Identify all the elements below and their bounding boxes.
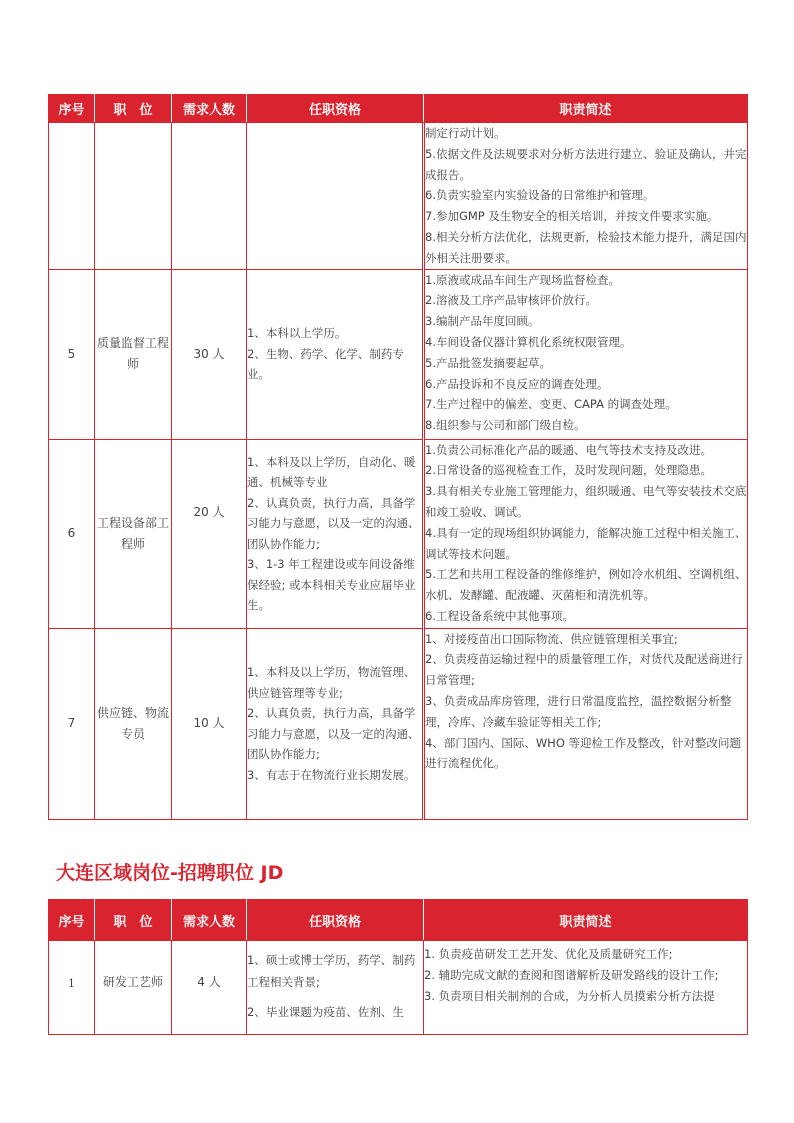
duty-line: 2.日常设备的巡视检查工作，及时发现问题，处理隐患。 — [425, 463, 712, 478]
row-position: 研发工艺师 — [95, 941, 172, 1035]
row-no: 1 — [49, 941, 95, 1035]
section-title: 大连区域岗位-招聘职位 JD — [56, 862, 284, 884]
row-duties — [424, 439, 748, 628]
row-position: 供应链、物流专员 — [95, 628, 172, 819]
row-qualification — [247, 628, 424, 819]
row-no — [49, 123, 95, 270]
job-table-2 — [48, 899, 748, 1035]
duty-line: 5.产品批签发摘要起草。 — [425, 355, 551, 370]
qual-line: 1、本科及以上学历，自动化、暖通、机械等专业 — [247, 454, 416, 490]
table-row — [49, 941, 748, 1035]
row-qualification — [247, 269, 424, 439]
row-duties — [424, 269, 748, 439]
row-no: 6 — [49, 439, 95, 628]
duty-line: 6.负责实验室内实验设备的日常维护和管理。 — [425, 188, 655, 203]
duty-line: 3.编制产品年度回顾。 — [425, 314, 540, 329]
qual-line: 1、本科及以上学历，物流管理、供应链管理等专业; — [247, 665, 416, 700]
duty-line: 1、对接疫苗出口国际物流、供应链管理相关事宜; — [425, 631, 678, 646]
row-count: 20 人 — [172, 439, 247, 628]
duty-line: 3.具有相关专业施工管理能力，组织暖通、电气等安装技术交底和竣工验收、调试。 — [425, 484, 747, 519]
duty-line: 3、负责成品库房管理，进行日常温度监控，温控数据分析整理，冷库、冷藏车验证等相关工作; — [425, 693, 732, 729]
row-duties — [424, 628, 748, 819]
duty-line: 4、部门国内、国际、WHO 等迎检工作及整改，针对整改问题进行流程优化。 — [425, 735, 742, 771]
header-qualification: 任职资格 — [247, 900, 424, 941]
row-count: 4 人 — [172, 941, 247, 1035]
row-position: 质量监督工程师 — [95, 269, 172, 439]
duty-line: 4.车间设备仪器计算机化系统权限管理。 — [425, 334, 632, 349]
header-duties: 职责简述 — [424, 900, 748, 941]
duty-line: 6.产品投诉和不良反应的调查处理。 — [425, 376, 609, 391]
qual-line: 2、认真负责，执行力高，具备学习能力与意愿，以及一定的沟通、团队协作能力; — [247, 495, 420, 551]
row-count — [172, 123, 247, 270]
duty-line: 8.组织参与公司和部门级自检。 — [425, 418, 586, 433]
duty-line: 2、负责疫苗运输过程中的质量管理工作，对货代及配送商进行日常管理; — [425, 652, 743, 688]
duty-line: 制定行动计划。 — [425, 126, 506, 140]
duty-line: 8.相关分析方法优化，法规更新，检验技术能力提升，满足国内外相关注册要求。 — [425, 229, 747, 265]
duty-line: 1. 负责疫苗研发工艺开发、优化及质量研究工作; — [424, 947, 673, 961]
duty-line: 5.依据文件及法规要求对分析方法进行建立、验证及确认，并完成报告。 — [425, 146, 747, 182]
row-position: 工程设备部工程师 — [95, 439, 172, 628]
row-no: 5 — [49, 269, 95, 439]
duty-line: 2.溶液及工序产品审核评价放行。 — [425, 293, 597, 308]
header-position: 职 位 — [95, 900, 172, 941]
duty-line: 7.生产过程中的偏差、变更、CAPA 的调查处理。 — [425, 397, 677, 412]
qual-line: 2、生物、药学、化学、制药专业。 — [247, 346, 404, 382]
duty-line: 7.参加GMP 及生物安全的相关培训，并按文件要求实施。 — [425, 209, 719, 224]
row-duties — [424, 123, 748, 270]
job-table-1 — [48, 94, 748, 820]
qual-line: 2、毕业课题为疫苗、佐剂、生 — [247, 1005, 404, 1019]
qual-line: 1、硕士或博士学历，药学、制药工程相关背景; — [247, 953, 416, 989]
header-duties: 职责简述 — [424, 95, 748, 123]
row-position — [95, 123, 172, 270]
duty-line: 2. 辅助完成文献的查阅和图谱解析及研发路线的设计工作; — [424, 968, 719, 982]
qual-line: 2、认真负责，执行力高，具备学习能力与意愿，以及一定的沟通、团队协作能力; — [247, 706, 420, 762]
table-row — [49, 439, 748, 628]
row-count: 30 人 — [172, 269, 247, 439]
qual-line: 3、有志于在物流行业长期发展。 — [247, 767, 416, 782]
duty-line: 5.工艺和共用工程设备的维修维护，例如冷水机组、空调机组、水机、发酵罐、配液罐、灭菌柜和清洗机等。 — [425, 567, 747, 603]
table-header-row — [49, 95, 748, 123]
duty-line: 6.工程设备系统中其他事项。 — [425, 608, 574, 623]
row-qualification — [247, 123, 424, 270]
row-count: 10 人 — [172, 628, 247, 819]
qual-line: 1、本科以上学历。 — [247, 326, 347, 341]
header-position: 职 位 — [95, 95, 172, 123]
table-header-row — [49, 900, 748, 941]
table-row — [49, 269, 748, 439]
header-count: 需求人数 — [172, 95, 247, 123]
duty-line: 1.负责公司标准化产品的暖通、电气等技术支持及改进。 — [425, 442, 712, 457]
row-no: 7 — [49, 628, 95, 819]
row-qualification — [247, 941, 424, 1035]
table-row — [49, 123, 748, 270]
header-count: 需求人数 — [172, 900, 247, 941]
qual-line: 3、1-3 年工程建设或车间设备维保经验; 或本科相关专业应届毕业生。 — [247, 557, 416, 613]
row-duties — [424, 941, 748, 1035]
header-no: 序号 — [49, 95, 95, 123]
row-qualification — [247, 439, 424, 628]
table-row — [49, 628, 748, 819]
duty-line: 4.具有一定的现场组织协调能力，能解决施工过程中相关施工、调试等技术问题。 — [425, 525, 747, 561]
duty-line: 3. 负责项目相关制剂的合成，为分析人员摸索分析方法提 — [424, 989, 715, 1003]
header-qualification: 任职资格 — [247, 95, 424, 123]
header-no: 序号 — [49, 900, 95, 941]
duty-line: 1.原液或成品车间生产现场监督检查。 — [425, 272, 620, 287]
